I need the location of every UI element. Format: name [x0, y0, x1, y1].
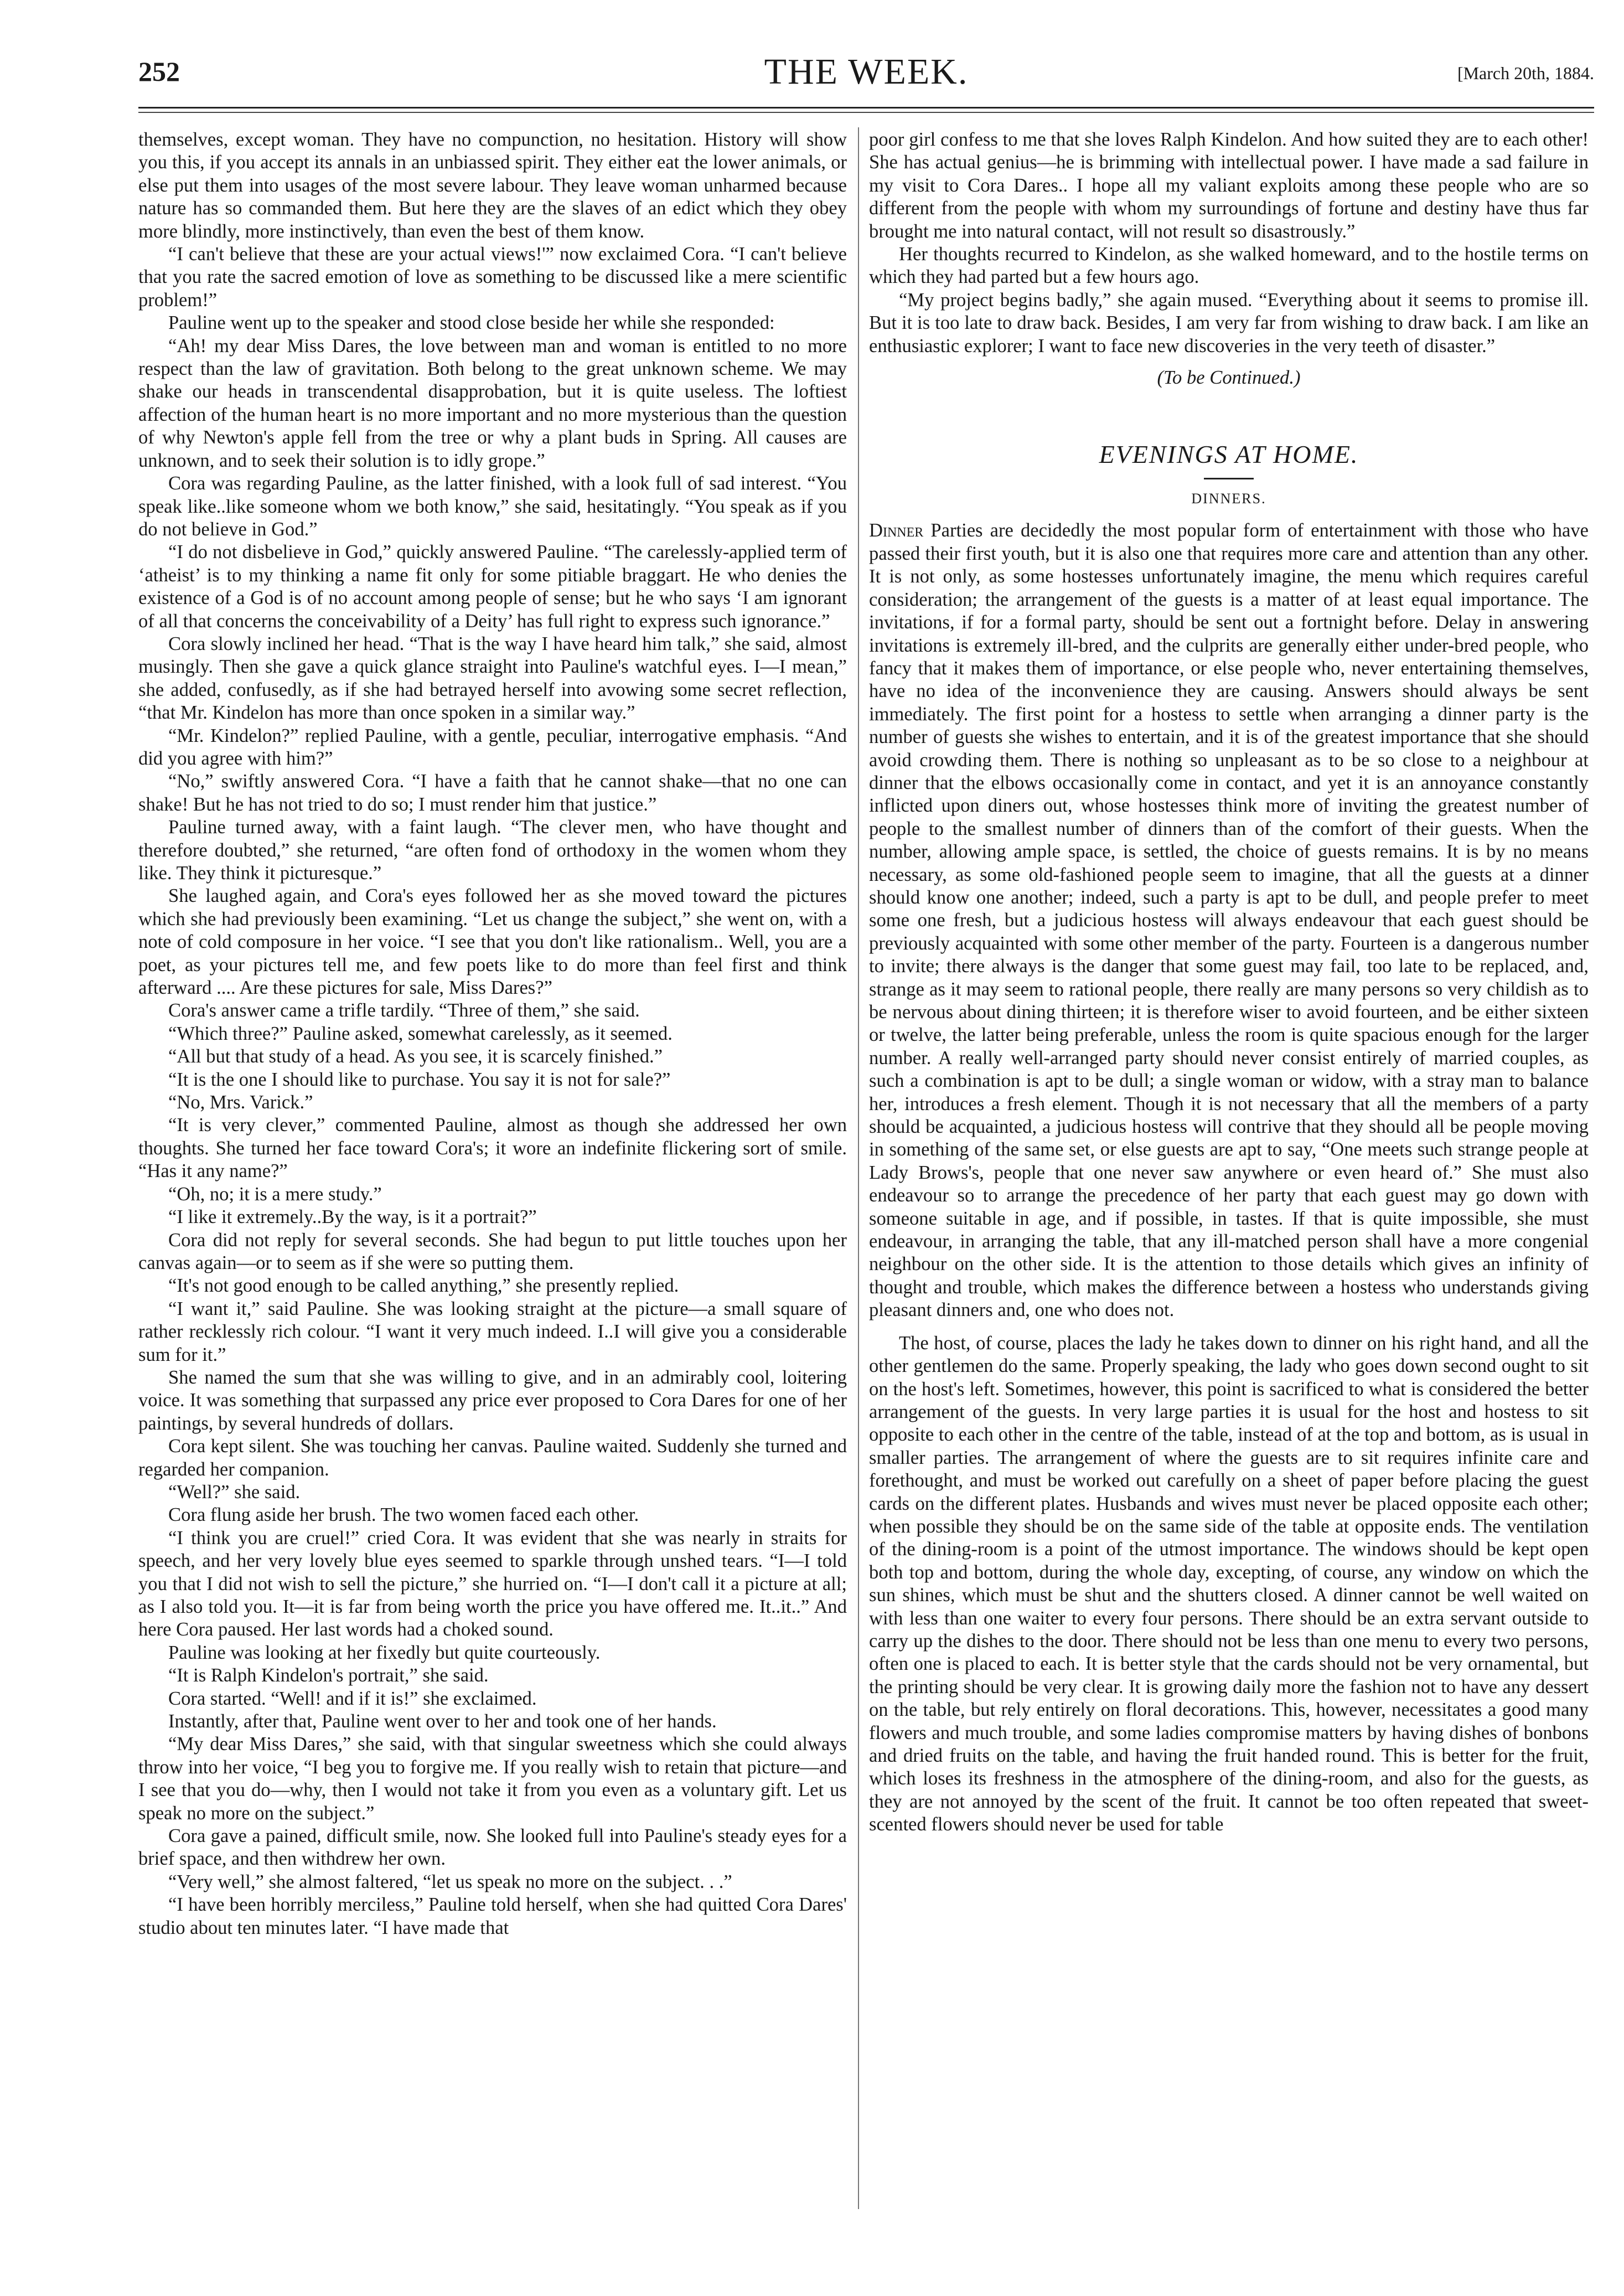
story-paragraph: “My project begins badly,” she again mused. “Everything about it seems to promise ill. But it is too late to draw back. Besides, I am very far from wishing to draw back. I am like an enthusiastic explorer; I want to face new discoveries in the very teeth of disaster.” — [869, 289, 1589, 357]
story-paragraph: Pauline turned away, with a faint laugh. “The clever men, who have thought and therefore doubted,” she returned, “are often fond of orthodoxy in the women whom they like. They think it picturesque.” — [138, 817, 847, 884]
story-paragraph: She named the sum that she was willing to give, and in an admirably cool, loitering voice. It was something that surpassed any price ever proposed to Cora Dares for one of her paintings, by several hundreds of dollars. — [138, 1366, 847, 1434]
dinners-paragraph-1 — [869, 519, 1589, 1322]
story-paragraph: poor girl confess to me that she loves Ralph Kindelon. And how suited they are to each other! She has actual genius—he is brimming with intellectual power. I have made a sad failure in my visit to Cora Dares.. I hope all my valiant exploits among these people who are so different from the people with whom my surroundings of fortune and destiny have thus far brought me into natural contact, will not result so disastrously.” — [869, 129, 1589, 242]
story-paragraph: “Well?” she said. — [168, 1481, 301, 1503]
story-paragraph: “It's not good enough to be called anything,” she presently replied. — [168, 1275, 679, 1297]
story-paragraph: “I have been horribly merciless,” Pauline told herself, when she had quitted Cora Dares' studio about ten minutes later. “I have made that — [138, 1894, 847, 1938]
story-paragraph: Pauline was looking at her fixedly but quite courteously. — [168, 1642, 601, 1663]
page-header — [138, 51, 1594, 105]
story-paragraph: “I think you are cruel!” cried Cora. It was evident that she was nearly in straits for speech, and her very lovely blue eyes seemed to sparkle through unshed tears. “I—I told you that I did not wish to sell the picture,” she hurried on. “I—I don't call it a picture at all; as I also told you. It—it is far from being worth the price you have offered me. It..it..” And here Cora paused. Her last words had a choked sound. — [138, 1527, 847, 1640]
story-paragraph: Cora gave a pained, difficult smile, now. She looked full into Pauline's steady eyes for a brief space, and then withdrew her own. — [138, 1825, 847, 1870]
story-paragraph: “I do not disbelieve in God,” quickly answered Pauline. “The carelessly-applied term of ‘atheist’ is to my thinking a name fit only for some pitiable braggart. He who denies the existence of a God is of no account among people of sense; but he who says ‘I am ignorant of all that concerns the conceivability of a Deity’ has full right to express such ignorance.” — [138, 541, 847, 632]
story-paragraph: “Very well,” she almost faltered, “let us speak no more on the subject. . .” — [168, 1871, 732, 1892]
story-paragraph: Cora did not reply for several seconds. She had begun to put little touches upon her canvas again—or to seem as if she were so putting them. — [138, 1229, 847, 1273]
story-continuation — [869, 128, 1589, 358]
story-paragraph: “Ah! my dear Miss Dares, the love between man and woman is entitled to no more respect than the law of gravitation. Both belong to the great unknown scheme. We may shake our heads in transcendental disapprobation, but it is quite useless. The loftiest affection of the human heart is no more important and no more mysterious than the question of why Newton's apple fell from the tree or why a plant buds in Spring. All causes are unknown, and to seek their solution is to idly grope.” — [138, 335, 847, 471]
story-paragraph: Cora started. “Well! and if it is!” she exclaimed. — [168, 1688, 537, 1709]
story-paragraph: Cora was regarding Pauline, as the latter finished, with a look full of sad interest. “You speak like..like someone whom we both know,” she said, hesitatingly. “You speak as if you do not believe in God.” — [138, 473, 847, 540]
story-paragraph: Pauline went up to the speaker and stood close beside her while she responded: — [168, 312, 775, 334]
right-column — [869, 128, 1589, 1836]
masthead: THE WEEK. — [764, 51, 969, 92]
story-paragraph: “Which three?” Pauline asked, somewhat carelessly, as it seemed. — [168, 1023, 673, 1044]
story-paragraph: “I can't believe that these are your actual views!'” now exclaimed Cora. “I can't believe that you rate the sacred emotion of love as something to be discussed like a mere scientific problem!” — [138, 244, 847, 311]
story-paragraph: “Mr. Kindelon?” replied Pauline, with a gentle, peculiar, interrogative emphasis. “And did you agree with him?” — [138, 725, 847, 769]
story-paragraph: Cora slowly inclined her head. “That is the way I have heard him talk,” she said, almost musingly. Then she gave a quick glance straight into Pauline's watchful eyes. I—I mean,” she added, confusedly, as if she had betrayed herself into avowing some secret reflection, “that Mr. Kindelon has more than once spoken in a similar way.” — [138, 633, 847, 724]
story-paragraph: themselves, except woman. They have no compunction, no hesitation. History will show you this, if you accept its annals in an unbiassed spirit. They either eat the lower animals, or else put them into usages of the most severe labour. They leave woman unharmed because nature has so commanded them. But here they are the slaves of an edict which they obey more blindly, more instinctively, than even the best of them know. — [138, 129, 847, 242]
story-paragraph: “My dear Miss Dares,” she said, with that singular sweetness which she could always throw into her voice, “I beg you to forgive me. If you really wish to retain that picture—and I see that you do—why, then I would not take it from you even as a voluntary gift. Let us speak no more on the subject.” — [138, 1733, 847, 1824]
story-paragraph: “I want it,” said Pauline. She was looking straight at the picture—a small square of rather recklessly rich colour. “I want it very much indeed. I..I will give you a considerable sum for it.” — [138, 1298, 847, 1365]
dinners-paragraph-1-text: Parties are decidedly the most popular form of entertainment with those who have passed their first youth, but it is also one that requires more care and attention than any other. It is not only, as some hostesses unfortunately imagine, the menu which requires careful consideration; the arrangement of the guests is a matter of at least equal importance. The invitations, if for a formal party, should be sent out a fortnight before. Delay in answering invitations is extremely ill-bred, and the culprits are generally either under-bred people, who fancy that it makes them of importance, or else people who, never entertaining themselves, have no idea of the inconvenience they are causing. Answers should always be sent immediately. The first point for a hostess to settle when arranging a dinner party is the number of guests she wishes to entertain, and it is of the greatest importance that she should avoid crowding them. There is nothing so unpleasant as to be so close to a neighbour at dinner that the elbows occasionally come in contact, and yet it is an annoyance constantly inflicted upon diners out, whose hostesses think more of inviting the greatest number of people to the smallest number of dinners than of the comfort of their guests. When the number, allowing ample space, is settled, the choice of guests remains. It is by no means necessary, as some old-fashioned people seem to imagine, that all the guests at a dinner should know one another; indeed, such a party is apt to be dull, and people prefer to meet some one fresh, but a judicious hostess will always endeavour that each guest should be previously acquainted with some other member of the party. Fourteen is a dangerous number to invite; there always is the danger that some guest may fail, too late to be replaced, and, strange as it may seem to rational people, there really are many persons so very childish as to be nervous about dining thirteen; it is therefore wiser to avoid fourteen, and be either sixteen or twelve, the latter being preferable, unless the room is quite spacious enough for the larger number. A really well-arranged party should never consist entirely of married couples, as such a combination is apt to be dull; a single woman or widow, with a stray man to balance her, introduces a fresh element. Though it is not necessary that all the members of a party should be acquainted, a judicious hostess will contrive that they should all be people moving in something of the same set, or else guests are apt to say, “One meets such strange people at Lady Brows's, people that one never saw anywhere or even heard of.” She must also endeavour so to arrange the precedence of her party that each guest may go down with someone suitable in age, and if possible, in tastes. If that is quite impossible, she must endeavour, in arranging the table, that any ill-matched person shall have a more congenial neighbour on the other side. It is the attention to those details which gives an infinity of thought and trouble, which makes the difference between a hostess who understands giving pleasant dinners and, one who does not. — [869, 520, 1589, 1321]
story-paragraph: “It is very clever,” commented Pauline, almost as though she addressed her own thoughts. She turned her face toward Cora's; it wore an indefinite flickering sort of smile. “Has it any name?” — [138, 1115, 847, 1182]
story-paragraph: She laughed again, and Cora's eyes followed her as she moved toward the pictures which she had previously been examining. “Let us change the subject,” she went on, with a note of cold composure in her voice. “I see that you don't like rationalism.. Well, you are a poet, as your pictures tell me, and few poets like to do more than feel first and think afterward .... Are these pictures for sale, Miss Dares?” — [138, 885, 847, 999]
story-paragraph: “It is the one I should like to purchase. You say it is not for sale?” — [168, 1069, 671, 1090]
left-column — [138, 128, 847, 1939]
story-paragraph: “I like it extremely..By the way, is it a portrait?” — [168, 1206, 537, 1228]
section-rule — [1204, 478, 1254, 479]
header-rule-thin — [138, 112, 1594, 113]
to-be-continued: (To be Continued.) — [1157, 367, 1301, 389]
story-paragraph: “It is Ralph Kindelon's portrait,” she said. — [168, 1665, 489, 1686]
page-number: 252 — [138, 56, 180, 87]
column-divider — [858, 127, 859, 2209]
story-paragraph: Cora kept silent. She was touching her canvas. Pauline waited. Suddenly she turned and regarded her companion. — [138, 1436, 847, 1480]
section-title: EVENINGS AT HOME. — [1099, 440, 1359, 469]
story-paragraph: “No, Mrs. Varick.” — [168, 1092, 313, 1113]
story-paragraph: Instantly, after that, Pauline went over to her and took one of her hands. — [168, 1711, 717, 1732]
story-paragraph: Cora's answer came a trifle tardily. “Three of them,” she said. — [168, 1000, 640, 1021]
dinners-lead-word: Dinner — [869, 520, 924, 541]
section-subtitle: DINNERS. — [1191, 491, 1266, 507]
story-paragraph: “All but that study of a head. As you see, it is scarcely finished.” — [168, 1046, 663, 1067]
story-paragraph: “Oh, no; it is a mere study.” — [168, 1183, 382, 1205]
header-rule — [138, 107, 1594, 109]
story-paragraph: Cora flung aside her brush. The two women faced each other. — [168, 1504, 639, 1526]
dinners-paragraph-2: The host, of course, places the lady he takes down to dinner on his right hand, and all the other gentlemen do the same. Properly speaking, the lady who goes down second ought to sit on the host's left. Sometimes, however, this point is sacrificed to what is considered the better arrangement of the guests. In very large parties it is usual for the host and hostess to sit opposite to each other in the centre of the table, instead of at the top and bottom, as is usual in smaller parties. The arrangement of where the guests are to sit requires infinite care and forethought, and must be worked out carefully on a sheet of paper before placing the guest cards on the different plates. Husbands and wives must never be placed opposite each other; when possible they should be on the same side of the table at opposite ends. The ventilation of the dining-room is a point of the utmost importance. The windows should be kept open both top and bottom, during the whole day, excepting, of course, any window on which the sun shines, which must be shut and the shutters closed. A dinner cannot be well waited on with less than one waiter to every four persons. There should be an extra servant outside to carry up the dishes to the door. There should not be less than one menu to every two persons, often one is placed to each. It is better style that the cards should not be very ornamental, but the printing should be very clear. It is growing daily more the fashion not to have any dessert on the table, but rely entirely on floral decorations. This, however, necessitates a good many flowers and much trouble, and some ladies compromise matters by having dishes of bonbons and dried fruits on the table, and having the fruit handed round. This is better for the fruit, which loses its freshness in the atmosphere of the dining-room, and also for the guests, as they are not annoyed by the scent of the fruit. It cannot be too often repeated that sweet-scented flowers should never be used for table — [869, 1332, 1589, 1835]
story-paragraph: Her thoughts recurred to Kindelon, as she walked homeward, and to the hostile terms on which they had parted but a few hours ago. — [869, 244, 1589, 288]
issue-date: [March 20th, 1884. — [1457, 63, 1594, 83]
story-paragraph: “No,” swiftly answered Cora. “I have a faith that he cannot shake—that no one can shake! But he has not tried to do so; I must render him that justice.” — [138, 771, 847, 815]
